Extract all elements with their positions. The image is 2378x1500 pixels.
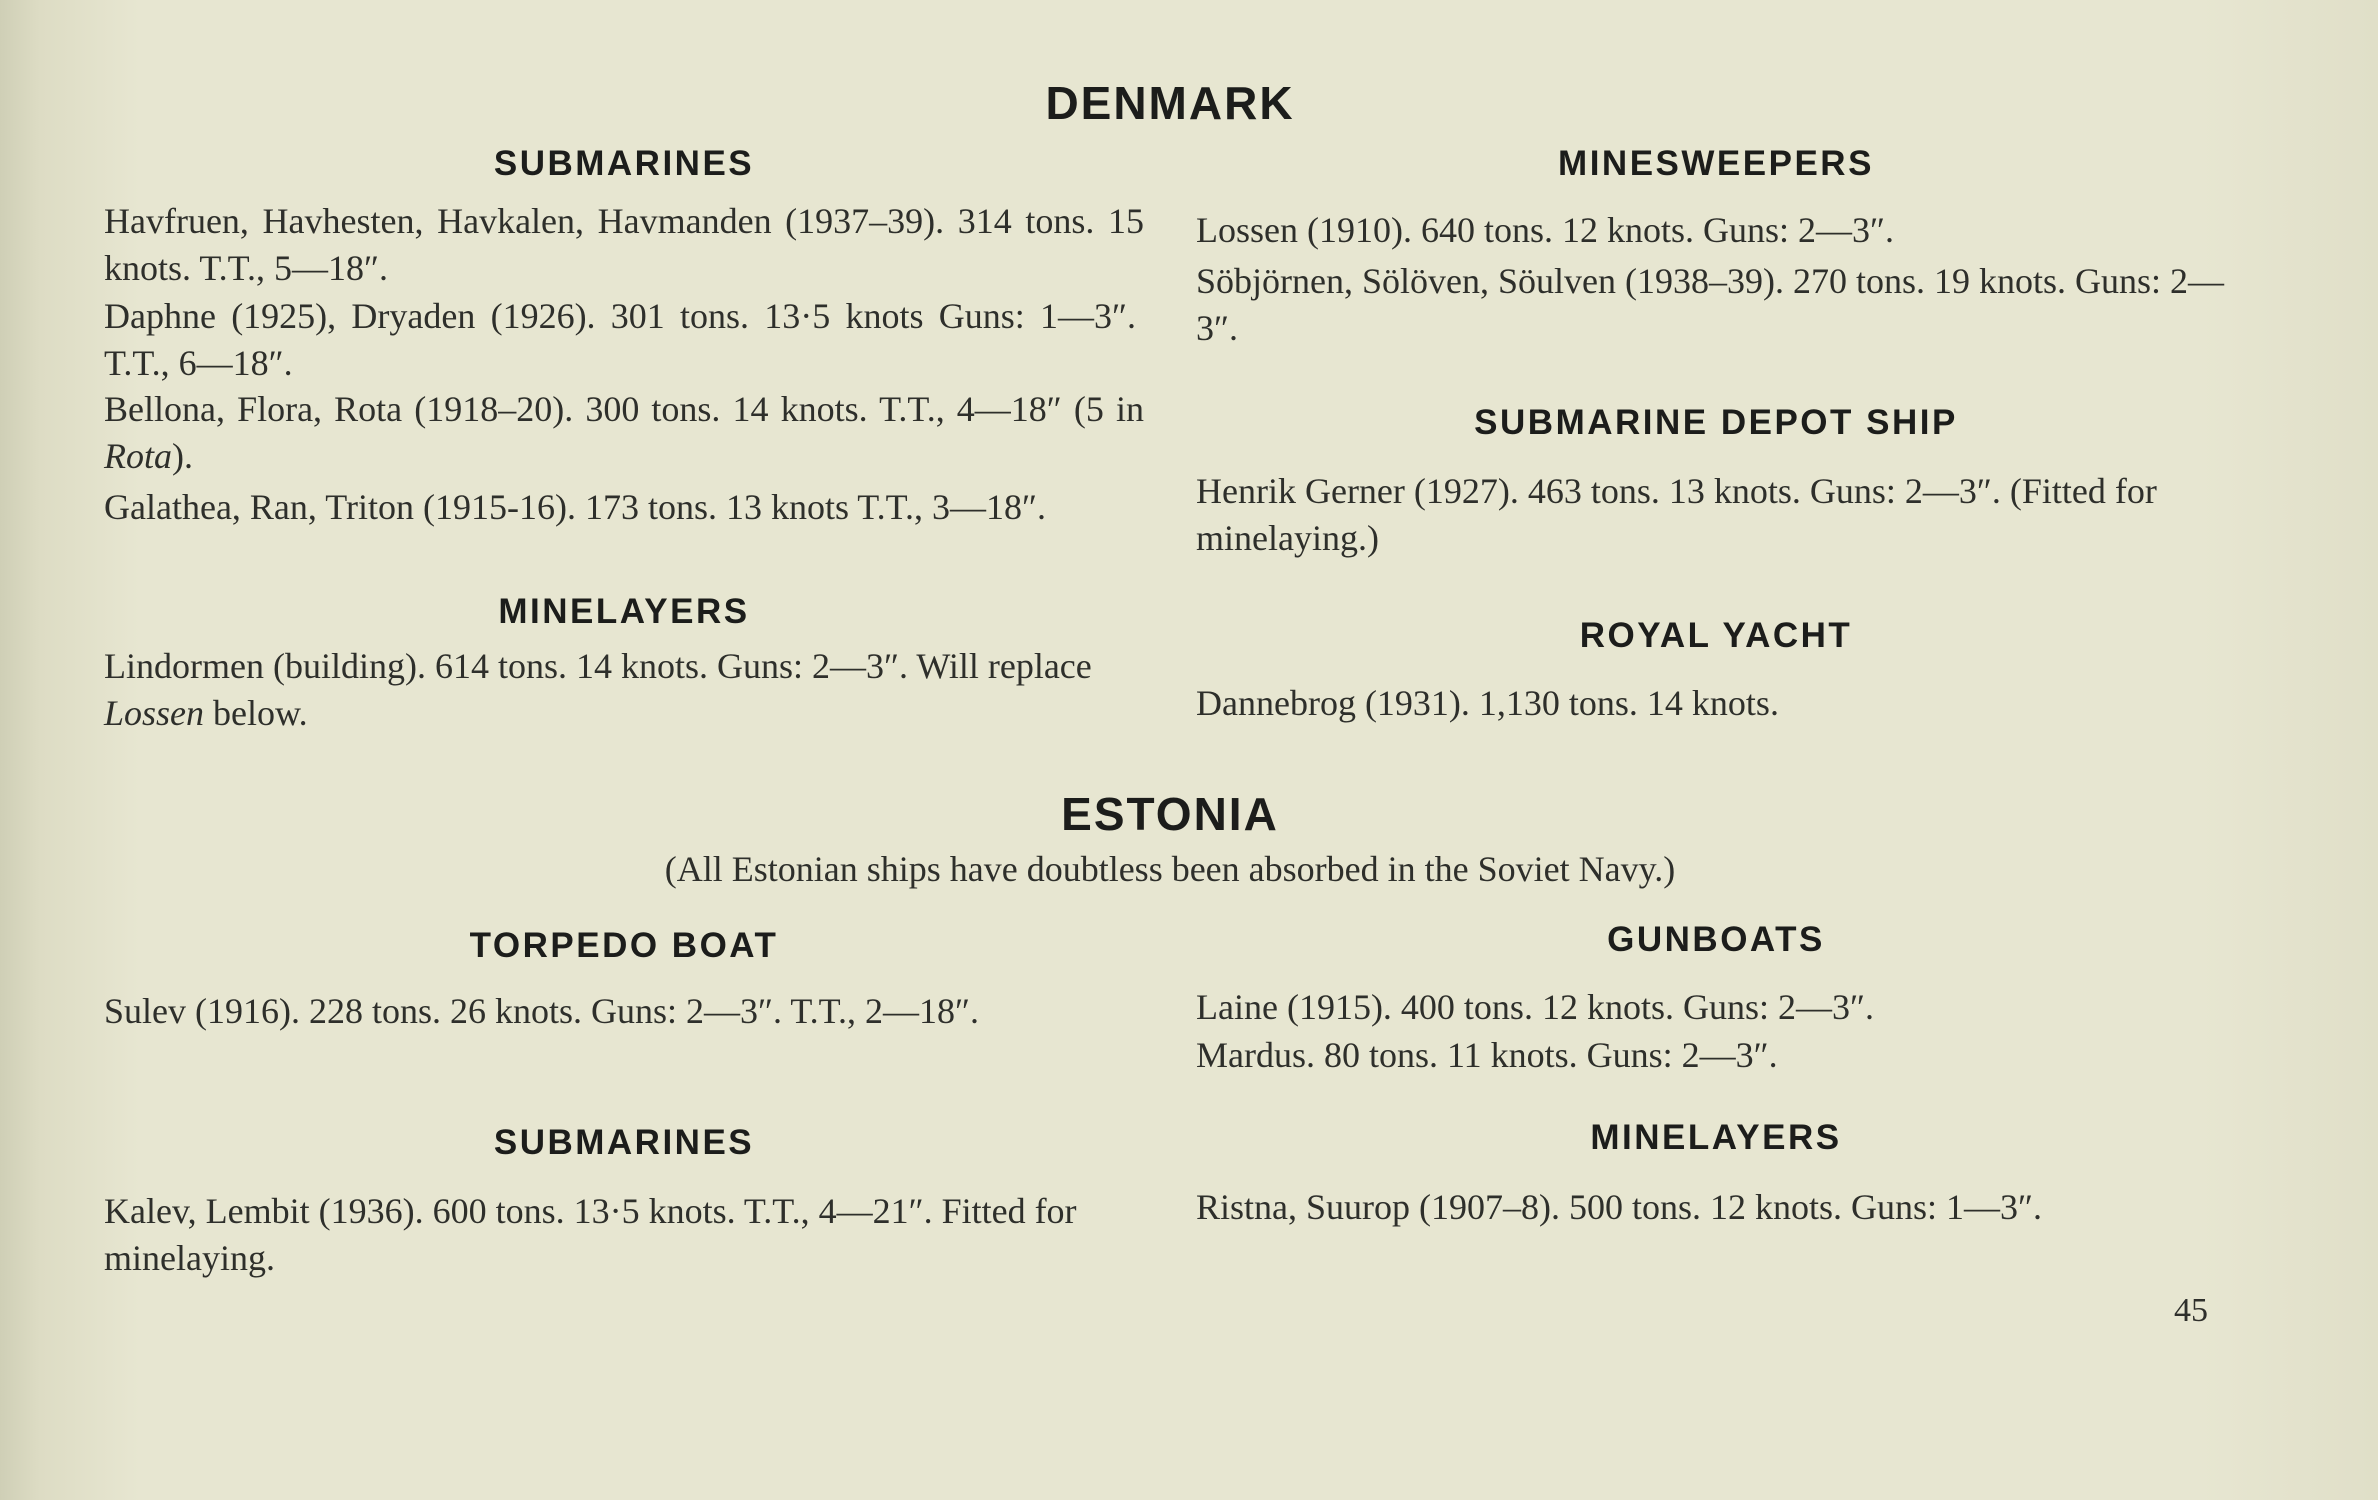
gunboats-heading: GUNBOATS	[1607, 920, 1825, 959]
estonia-title: ESTONIA	[1061, 788, 1279, 840]
estonia-note: (All Estonian ships have doubtless been absorbed in the Soviet Navy.)	[664, 849, 1676, 889]
estonia-submarines-heading: SUBMARINES	[493, 1123, 755, 1162]
minelayer-tail: below.	[213, 693, 308, 733]
torpedo-boat-heading: TORPEDO BOAT	[469, 926, 779, 965]
estonia-submarine-entry: Kalev, Lembit (1936). 600 tons. 13·5 knots. T.T., 4—21″. Fitted for minelaying.	[104, 1191, 1077, 1278]
denmark-submarines-heading: SUBMARINES	[493, 144, 755, 183]
estonia-minelayer-entry: Ristna, Suurop (1907–8). 500 tons. 12 knots. Guns: 1—3″.	[1196, 1187, 2043, 1227]
bellona-tail: ).	[172, 436, 193, 476]
bellona-text: Bellona, Flora, Rota (1918–20). 300 tons. 14 knots. T.T., 4—18″ (5 in	[104, 389, 1144, 429]
royal-yacht-heading: ROYAL YACHT	[1579, 616, 1853, 655]
denmark-title: DENMARK	[1045, 77, 1295, 129]
gunboat-entry: Mardus. 80 tons. 11 knots. Guns: 2—3″.	[1196, 1035, 1778, 1075]
minelayer-text: Lindormen (building). 614 tons. 14 knots. Guns: 2—3″. Will replace	[104, 646, 1092, 686]
submarine-depot-ship-heading: SUBMARINE DEPOT SHIP	[1474, 403, 1958, 442]
denmark-submarine-entry: Havfruen, Havhesten, Havkalen, Havmanden (1937–39). 314 tons. 15 knots. T.T., 5—18″.	[104, 201, 1144, 288]
denmark-minesweeper-entry: Söbjörnen, Sölöven, Söulven (1938–39). 270 tons. 19 knots. Guns: 2—3″.	[1196, 261, 2225, 348]
denmark-minesweeper-entry: Lossen (1910). 640 tons. 12 knots. Guns: 2—3″.	[1196, 210, 1894, 250]
denmark-minelayer-entry	[104, 643, 1154, 737]
denmark-minesweepers-heading: MINESWEEPERS	[1558, 144, 1874, 183]
royal-yacht-entry: Dannebrog (1931). 1,130 tons. 14 knots.	[1196, 683, 1779, 723]
denmark-submarine-entry: Galathea, Ran, Triton (1915-16). 173 tons. 13 knots T.T., 3—18″.	[104, 487, 1046, 527]
bellona-italic: Rota	[104, 436, 172, 476]
torpedo-boat-entry: Sulev (1916). 228 tons. 26 knots. Guns: 2—3″. T.T., 2—18″.	[104, 991, 979, 1031]
page-number: 45	[2174, 1292, 2208, 1329]
denmark-minelayers-heading: MINELAYERS	[498, 592, 750, 631]
denmark-submarine-entry: Daphne (1925), Dryaden (1926). 301 tons. 13·5 knots Guns: 1—3″. T.T., 6—18″.	[104, 296, 1136, 383]
denmark-submarine-entry	[104, 386, 1144, 480]
minelayer-italic: Lossen	[104, 693, 205, 733]
gunboat-entry: Laine (1915). 400 tons. 12 knots. Guns: 2—3″.	[1196, 987, 1874, 1027]
estonia-minelayers-heading: MINELAYERS	[1590, 1118, 1842, 1157]
submarine-depot-ship-entry: Henrik Gerner (1927). 463 tons. 13 knots. Guns: 2—3″. (Fitted for minelaying.)	[1196, 471, 2157, 558]
